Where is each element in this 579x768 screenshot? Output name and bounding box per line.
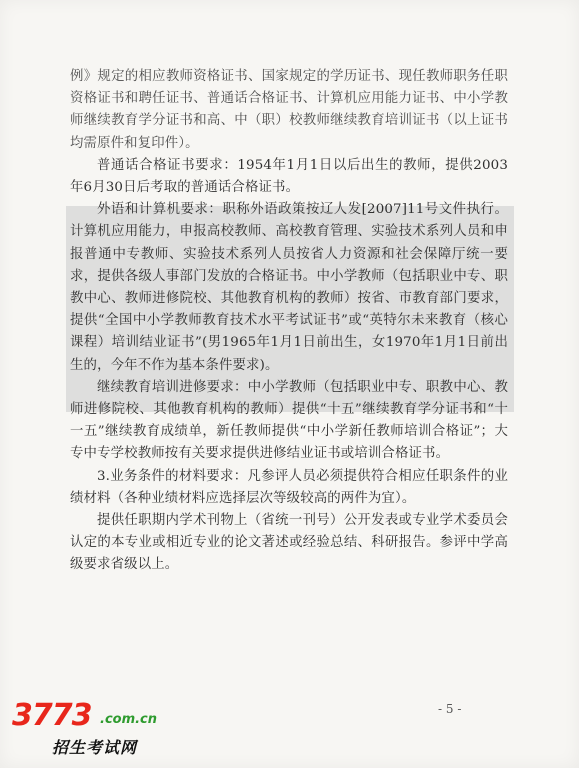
watermark-domain: .com.cn	[100, 712, 158, 727]
paragraph-mandarin-requirement: 普通话合格证书要求：1954年1月1日以后出生的教师，提供2003年6月30日后考取的普通话合格证书。	[70, 157, 508, 196]
paragraph-business-materials: 3.业务条件的材料要求：凡参评人员必须提供符合相应任职条件的业绩材料（各种业绩材料应选择层次等级较高的两件为宜）。	[70, 468, 508, 506]
paragraph-language-computer-requirement: 外语和计算机要求：职称外语政策按辽人发[2007]11号文件执行。计算机应用能力，申报高校教师、高校教育管理、实验技术系列人员和申报普通中专教师、实验技术系列人员按省人力资源和社会保障厅统一要求，提供各级人事部门发放的合格证书。中小学教师（包括职业中专、职教中心、教师进修院校、其他教育机构的教师）按省、市教育部门要求，提供“全国中小学教师教育技术水平考试证书”或“英特尔未来教育（核心课程）培训结业证书”(男1965年1月1日前出生，女1970年1月1日前出生的，今年不作为基本条件要求)。	[70, 202, 508, 373]
paragraph-continuing-education-requirement: 继续教育培训进修要求：中小学教师（包括职业中专、职教中心、教师进修院校、其他教育机构的教师）提供“十五”继续教育学分证书和“十一五”继续教育成绩单，新任教师提供“中小学新任教师培训合格证”；大专中专学校教师按有关要求提供进修结业证书或培训合格证书。	[70, 379, 508, 462]
watermark-number: 3773	[12, 698, 92, 733]
paragraph-publication-requirement: 提供任职期内学术刊物上（省统一刊号）公开发表或专业学术委员会认定的本专业或相近专业的论文著述或经验总结、科研报告。参评中学高级要求省级以上。	[70, 513, 508, 573]
page-number: - 5 -	[438, 702, 462, 716]
watermark-slogan: 招生考试网	[52, 738, 138, 757]
site-watermark-logo	[8, 698, 178, 760]
paragraph-certificates: 例》规定的相应教师资格证书、国家规定的学历证书、现任教师职务任职资格证书和聘任证书、普通话合格证书、计算机应用能力证书、中小学教师继续教育学分证书和高、中（职）校教师继续教育培训证书（以上证书均需原件和复印件）。	[70, 69, 508, 151]
document-body	[70, 66, 508, 577]
